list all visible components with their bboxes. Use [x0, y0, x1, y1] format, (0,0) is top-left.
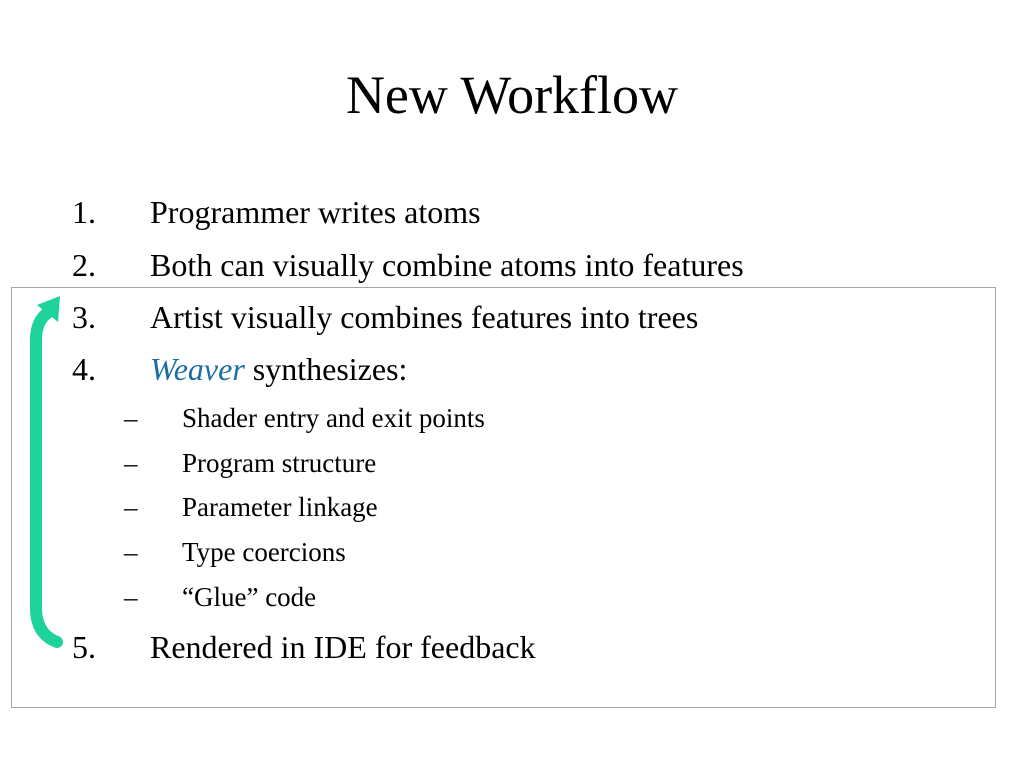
sub-bullet: –: [124, 403, 138, 433]
list-number: 5.: [72, 629, 96, 665]
weaver-emphasis: Weaver: [150, 351, 245, 387]
feedback-loop-arrow-icon: [24, 290, 64, 655]
list-text: Artist visually combines features into trees: [150, 299, 699, 335]
list-number: 3.: [72, 299, 96, 335]
list-text-rest: synthesizes:: [244, 351, 408, 387]
list-number: 4.: [72, 351, 96, 387]
list-text: Both can visually combine atoms into features: [150, 247, 744, 283]
sub-bullet: –: [124, 492, 138, 522]
list-number: 1.: [72, 194, 96, 230]
sub-text: Shader entry and exit points: [182, 403, 485, 433]
slide-title: New Workflow: [345, 65, 679, 125]
list-text: Rendered in IDE for feedback: [150, 629, 536, 665]
sub-bullet: –: [124, 448, 138, 478]
sub-text: Program structure: [182, 448, 377, 478]
sub-text: Type coercions: [182, 537, 346, 567]
list-number: 2.: [72, 247, 96, 283]
sub-text: “Glue” code: [182, 582, 317, 612]
sub-text: Parameter linkage: [182, 492, 378, 522]
list-text: [150, 349, 407, 389]
list-text: Programmer writes atoms: [150, 194, 481, 230]
sub-bullet: –: [124, 582, 138, 612]
sub-bullet: –: [124, 537, 138, 567]
